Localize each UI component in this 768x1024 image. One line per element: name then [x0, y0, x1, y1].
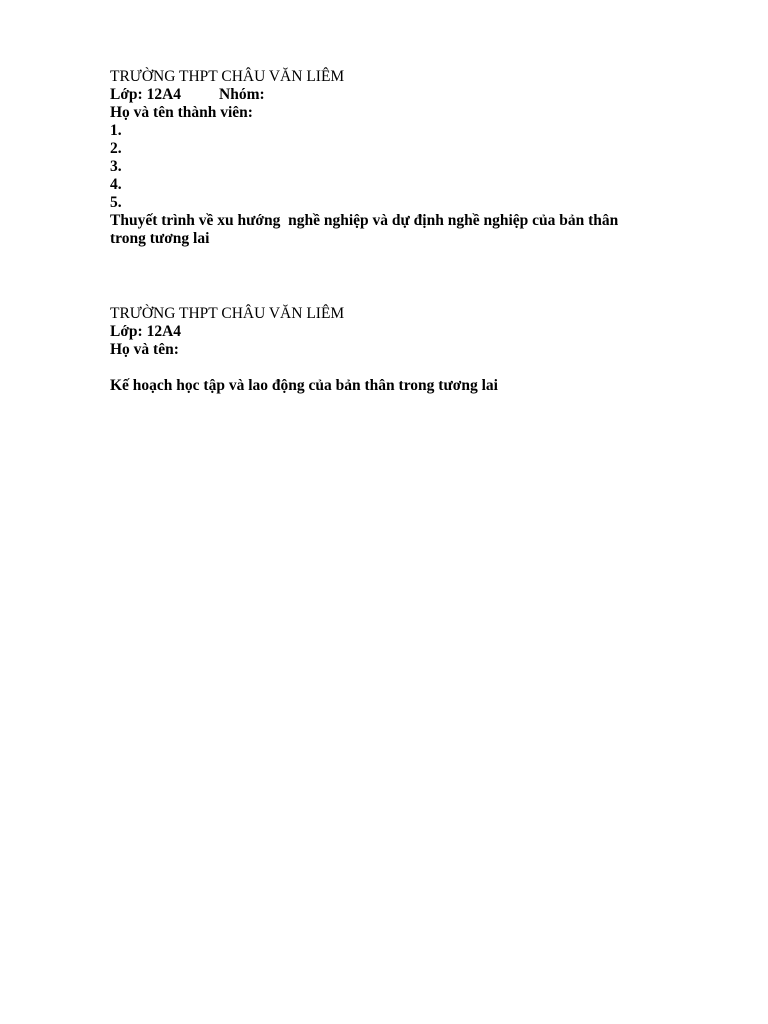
topic-title-line-2: trong tương lai	[110, 230, 210, 247]
class-label: Lớp: 12A4	[110, 86, 182, 103]
school-name: TRƯỜNG THPT CHÂU VĂN LIÊM	[110, 305, 345, 322]
members-label: Họ và tên thành viên:	[110, 104, 253, 121]
topic-title-line-1: Thuyết trình về xu hướng nghề nghiệp và dự định nghề nghiệp của bản thân	[110, 212, 619, 229]
name-label: Họ và tên:	[110, 341, 179, 358]
topic-title: Kế hoạch học tập và lao động của bản thân trong tương lai	[110, 377, 498, 394]
group-cover-section	[110, 68, 670, 248]
class-label: Lớp: 12A4	[110, 323, 182, 340]
member-item-4: 4.	[110, 176, 122, 193]
member-item-1: 1.	[110, 122, 122, 139]
individual-cover-section	[110, 305, 670, 395]
school-name: TRƯỜNG THPT CHÂU VĂN LIÊM	[110, 68, 345, 85]
member-item-5: 5.	[110, 194, 122, 211]
member-item-3: 3.	[110, 158, 122, 175]
member-item-2: 2.	[110, 140, 122, 157]
group-label: Nhóm:	[219, 86, 265, 103]
class-group-line	[110, 86, 670, 104]
blank-line	[110, 359, 670, 377]
